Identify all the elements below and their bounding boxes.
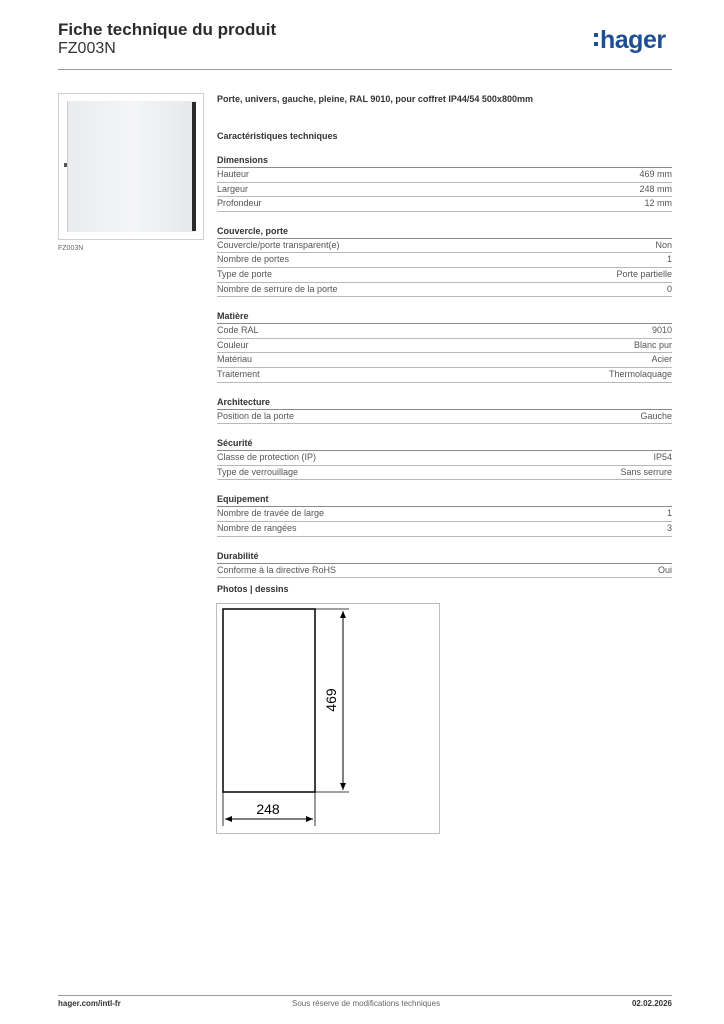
spec-value: IP54 — [653, 452, 672, 463]
spec-row — [217, 253, 672, 268]
spec-row — [217, 466, 672, 481]
spec-section — [217, 493, 672, 536]
spec-value: 1 — [666, 254, 672, 265]
spec-label: Nombre de serrure de la porte — [217, 283, 338, 294]
spec-row — [217, 239, 672, 254]
spec-value: Acier — [651, 354, 672, 365]
spec-row — [217, 268, 672, 283]
spec-label: Position de la porte — [217, 410, 295, 421]
spec-label: Nombre de travée de large — [217, 508, 325, 519]
spec-row — [217, 168, 672, 183]
dimension-drawing-svg — [217, 604, 441, 835]
spec-value: 3 — [666, 522, 672, 533]
spec-row — [217, 451, 672, 466]
product-description: Porte, univers, gauche, pleine, RAL 9010, pour coffret IP44/54 500x800mm — [217, 94, 533, 104]
spec-label: Profondeur — [217, 198, 262, 209]
product-image-caption: FZ003N — [58, 245, 84, 252]
footer-notice: Sous réserve de modifications techniques — [292, 999, 441, 1008]
spec-row — [217, 339, 672, 354]
logo-text: hager — [600, 26, 666, 54]
spec-value: 469 mm — [639, 169, 672, 179]
spec-label: Conforme à la directive RoHS — [217, 564, 337, 575]
spec-value: Gauche — [640, 410, 672, 421]
product-reference: FZ003N — [58, 40, 116, 57]
logo-dots-icon — [594, 33, 598, 51]
spec-row — [217, 522, 672, 537]
section-title: Equipement — [217, 493, 672, 507]
spec-row — [217, 283, 672, 298]
page-title: Fiche technique du produit — [58, 20, 277, 39]
spec-row — [217, 353, 672, 368]
spec-section — [217, 225, 672, 297]
spec-content — [217, 94, 672, 591]
section-title: Matière — [217, 310, 672, 324]
spec-label: Couleur — [217, 339, 249, 350]
spec-section — [217, 437, 672, 480]
width-dimension-label: 248 — [256, 801, 280, 817]
spec-section — [217, 154, 672, 212]
door-panel — [67, 101, 195, 232]
spec-label: Code RAL — [217, 325, 259, 336]
spec-label: Hauteur — [217, 169, 250, 179]
door-outline — [223, 609, 315, 792]
spec-sections — [217, 154, 672, 578]
spec-label: Nombre de rangées — [217, 522, 297, 533]
spec-label: Type de verrouillage — [217, 466, 299, 477]
section-title: Dimensions — [217, 154, 672, 168]
spec-row — [217, 410, 672, 425]
spec-label: Classe de protection (IP) — [217, 452, 317, 463]
spec-row — [217, 324, 672, 339]
footer-website-link[interactable]: hager.com/intl-fr — [58, 999, 121, 1008]
spec-label: Traitement — [217, 368, 260, 379]
spec-row — [217, 507, 672, 522]
spec-row — [217, 564, 672, 579]
spec-section — [217, 396, 672, 425]
spec-section — [217, 550, 672, 579]
spec-value: 0 — [666, 283, 672, 294]
spec-section — [217, 310, 672, 382]
section-title: Architecture — [217, 396, 672, 410]
spec-value: Non — [655, 239, 672, 250]
header-divider — [58, 69, 672, 70]
spec-label: Couvercle/porte transparent(e) — [217, 239, 340, 250]
spec-value: Thermolaquage — [608, 368, 672, 379]
section-title: Sécurité — [217, 437, 672, 451]
spec-label: Matériau — [217, 354, 253, 365]
footer-divider — [58, 995, 672, 996]
dimension-drawing — [216, 603, 440, 834]
spec-row — [217, 197, 672, 212]
spec-label: Nombre de portes — [217, 254, 290, 265]
hager-logo — [594, 28, 666, 53]
spec-value: 12 mm — [644, 198, 672, 209]
photos-heading: Photos | dessins — [217, 584, 289, 594]
spec-value: 1 — [666, 508, 672, 519]
section-title: Couvercle, porte — [217, 225, 672, 239]
spec-row — [217, 368, 672, 383]
door-hinge — [64, 163, 67, 167]
spec-value: 248 mm — [639, 183, 672, 194]
spec-label: Type de porte — [217, 268, 273, 279]
spec-value: Porte partielle — [616, 268, 672, 279]
spec-value: Blanc pur — [633, 339, 672, 350]
spec-row — [217, 183, 672, 198]
height-dimension-label: 469 — [323, 688, 339, 712]
spec-value: Sans serrure — [620, 466, 672, 477]
footer-date: 02.02.2026 — [631, 999, 672, 1008]
product-image — [58, 93, 204, 240]
section-title: Durabilité — [217, 550, 672, 564]
characteristics-heading: Caractéristiques techniques — [217, 131, 338, 141]
spec-value: 9010 — [651, 325, 672, 336]
door-edge — [192, 102, 196, 231]
spec-label: Largeur — [217, 183, 249, 194]
spec-value: Oui — [657, 564, 672, 575]
